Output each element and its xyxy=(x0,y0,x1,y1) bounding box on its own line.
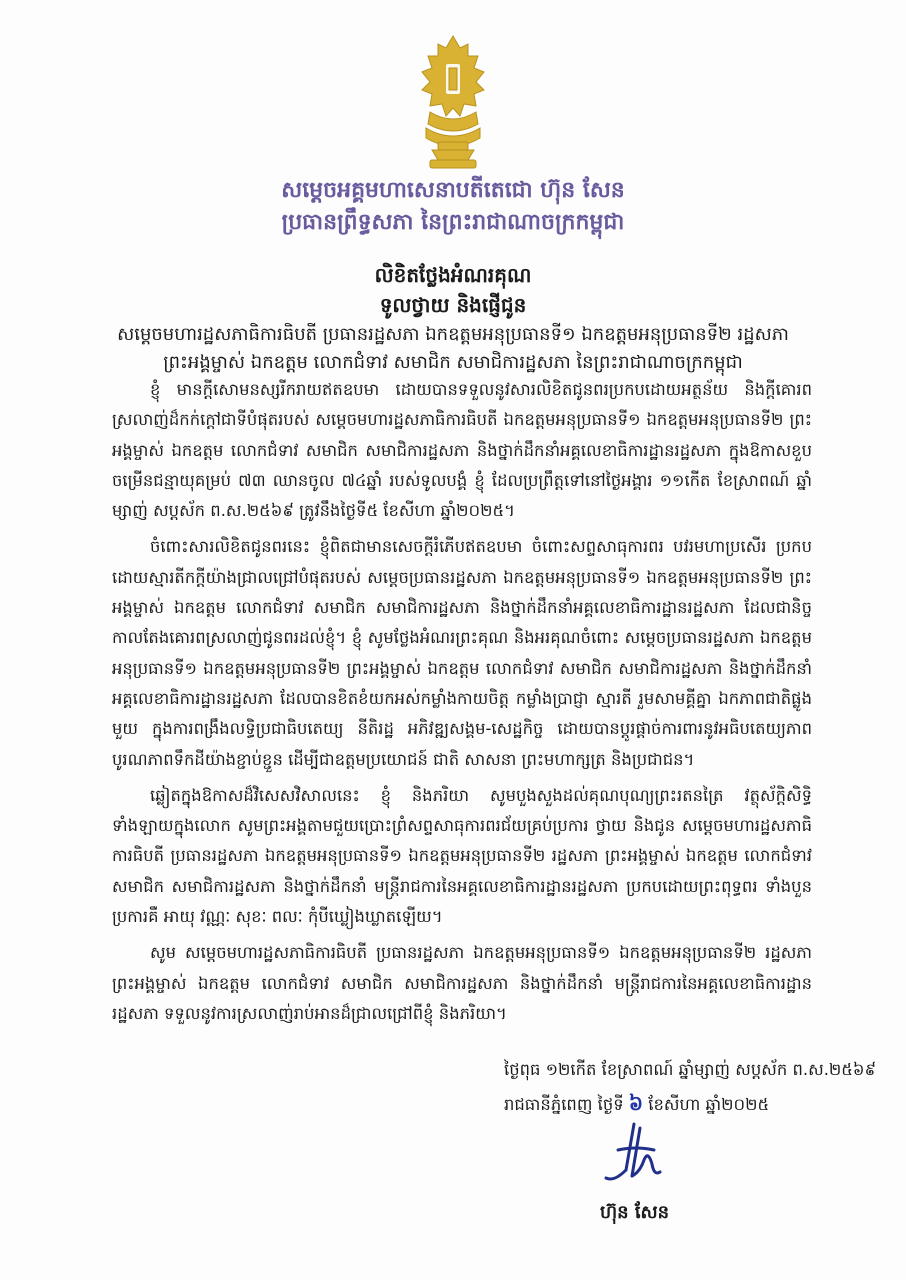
letter-body xyxy=(112,375,812,1035)
date-day: ៦ xyxy=(628,1091,644,1115)
addressee-line-1: សម្តេចមហារដ្ឋសភាធិការធិបតី ប្រធានរដ្ឋសភា ឯកឧត្តមអនុប្រធានទី១ ឯកឧត្តមអនុប្រធានទី២ រដ្ឋសភា xyxy=(117,324,789,345)
date-month-year: ខែសីហា ឆ្នាំ២០២៥ xyxy=(648,1095,770,1114)
handwritten-signature-icon xyxy=(596,1120,676,1190)
lunar-date: ថ្ងៃពុធ ១២កើត ខែស្រាពណ៍ ឆ្នាំម្សាញ់ សប្តស័ក ព.ស.២៥៦៩ xyxy=(504,1060,877,1079)
place-prefix: រាជធានីភ្នំពេញ ថ្ងៃទី xyxy=(504,1095,624,1114)
sender-title: ប្រធានព្រឹទ្ធសភា នៃព្រះរាជាណាចក្រកម្ពុជា xyxy=(281,210,625,235)
senate-emblem-icon xyxy=(408,34,498,174)
place-date xyxy=(504,1090,769,1120)
paragraph-3: ឆ្លៀតក្នុងឱកាសដ៏វិសេសវិសាលនេះ ខ្ញុំ និងភរិយា សូមបួងសួងដល់គុណបុណ្យព្រះរតនត្រៃ វត្ថុស័ក្តិសិទ្ធិ ទាំងឡាយក្នុងលោក សូមព្រះអង្គតាមជួយប្រោះព្រំសព្ទសាធុការពរជ័យគ្រប់ប្រការ ថ្វាយ និងជូន សម្តេចមហារដ្ឋសភាធិការធិបតី ប្រធានរដ្ឋសភា ឯកឧត្តមអនុប្រធានទី១ ឯកឧត្តមអនុប្រធានទី២ រដ្ឋសភា ព្រះអង្គម្ចាស់ ឯកឧត្តម លោកជំទាវ សមាជិក សមាជិការដ្ឋសភា និងថ្នាក់ដឹកនាំ មន្ត្រីរាជការនៃអគ្គលេខាធិការដ្ឋានរដ្ឋសភា ប្រកបដោយព្រះពុទ្ធពរ ទាំងបួនប្រការគឺ អាយុ វណ្ណៈ សុខៈ ពលៈ កុំបីឃ្លៀងឃ្លាតឡើយ។ xyxy=(112,785,812,927)
letter-subtitle: ទូលថ្វាយ និងផ្ញើជូន xyxy=(379,293,527,317)
addressee-line-2: ព្រះអង្គម្ចាស់ ឯកឧត្តម លោកជំទាវ សមាជិក សមាជិការដ្ឋសភា នៃព្រះរាជាណាចក្រកម្ពុជា xyxy=(163,352,743,373)
letter-title: លិខិតថ្លែងអំណរគុណ xyxy=(374,263,532,287)
sender-name: សម្តេចអគ្គមហាសេនាបតីតេជោ ហ៊ុន សែន xyxy=(281,178,625,203)
paragraph-1: ខ្ញុំ មានក្តីសោមនស្សរីករាយឥតឧបមា ដោយបានទទួលនូវសារលិខិតជូនពរប្រកបដោយអត្ថន័យ និងក្តីគោរពស្រលាញ់ដ៏កក់ក្តៅជាទីបំផុតរបស់ សម្តេចមហារដ្ឋសភាធិការធិបតី ឯកឧត្តមអនុប្រធានទី១ ឯកឧត្តមអនុប្រធានទី២ ព្រះអង្គម្ចាស់ ឯកឧត្តម លោកជំទាវ សមាជិក សមាជិការដ្ឋសភា និងថ្នាក់ដឹកនាំអគ្គលេខាធិការដ្ឋានរដ្ឋសភា ក្នុងឱកាសខួបចម្រើនជន្មាយុគម្រប់ ៧៣ ឈានចូល ៧៤ឆ្នាំ របស់ទូលបង្គំ ខ្ញុំ ដែលប្រព្រឹត្តទៅនៅថ្ងៃអង្គារ ១១កើត ខែស្រាពណ៍ ឆ្នាំម្សាញ់ សប្តស័ក ព.ស.២៥៦៩ ត្រូវនឹងថ្ងៃទី៥ ខែសីហា ឆ្នាំ២០២៥។ xyxy=(112,380,812,521)
paragraph-4: សូម សម្តេចមហារដ្ឋសភាធិការធិបតី ប្រធានរដ្ឋសភា ឯកឧត្តមអនុប្រធានទី១ ឯកឧត្តមអនុប្រធានទី២ រដ្ឋសភា ព្រះអង្គម្ចាស់ ឯកឧត្តម លោកជំទាវ សមាជិក សមាជិការដ្ឋសភា និងថ្នាក់ដឹកនាំ មន្ត្រីរាជការនៃអគ្គលេខាធិការដ្ឋានរដ្ឋសភា ទទួលនូវការស្រលាញ់រាប់អានដ៏ជ្រាលជ្រៅពីខ្ញុំ និងភរិយា។ xyxy=(112,943,812,1023)
signatory-name: ហ៊ុន សែន xyxy=(600,1202,670,1223)
paragraph-2: ចំពោះសារលិខិតជូនពរនេះ ខ្ញុំពិតជាមានសេចក្តីរំភើបឥតឧបមា ចំពោះសព្ទសាធុការពរ បវរមហាប្រសើរ ប្រកបដោយស្មារតីកក្តីយ៉ាងជ្រាលជ្រៅបំផុតរបស់ សម្តេចប្រធានរដ្ឋសភា ឯកឧត្តមអនុប្រធានទី១ ឯកឧត្តមអនុប្រធានទី២ ព្រះអង្គម្ចាស់ ឯកឧត្តម លោកជំទាវ សមាជិក សមាជិការដ្ឋសភា និងថ្នាក់ដឹកនាំអគ្គលេខាធិការដ្ឋានរដ្ឋសភា ដែលជានិច្ចកាលតែងគោរពស្រលាញ់ជូនពរដល់ខ្ញុំ។ ខ្ញុំ សូមថ្លែងអំណរព្រះគុណ និងអរគុណចំពោះ សម្តេចប្រធានរដ្ឋសភា ឯកឧត្តមអនុប្រធានទី១ ឯកឧត្តមអនុប្រធានទី២ ព្រះអង្គម្ចាស់ ឯកឧត្តម លោកជំទាវ សមាជិក សមាជិការដ្ឋសភា និងថ្នាក់ដឹកនាំអគ្គលេខាធិការដ្ឋានរដ្ឋសភា ដែលបានខិតខំយកអស់កម្លាំងកាយចិត្ត កម្លាំងប្រាជ្ញា ស្មារតី រួមសាមគ្គីគ្នា ឯកភាពជាតិផ្លូងមួយ ក្នុងការពង្រឹងលទ្ធិប្រជាធិបតេយ្យ នីតិរដ្ឋ អភិវឌ្ឍសង្គម-សេដ្ឋកិច្ច ដោយបានប្តូរផ្តាច់ការពារនូវអធិបតេយ្យភាព បូរណភាពទឹកដីយ៉ាងខ្ជាប់ខ្ជួន ដើម្បីជាឧត្តមប្រយោជន៍ ជាតិ សាសនា ព្រះមហាក្សត្រ និងប្រជាជន។ xyxy=(112,537,812,769)
